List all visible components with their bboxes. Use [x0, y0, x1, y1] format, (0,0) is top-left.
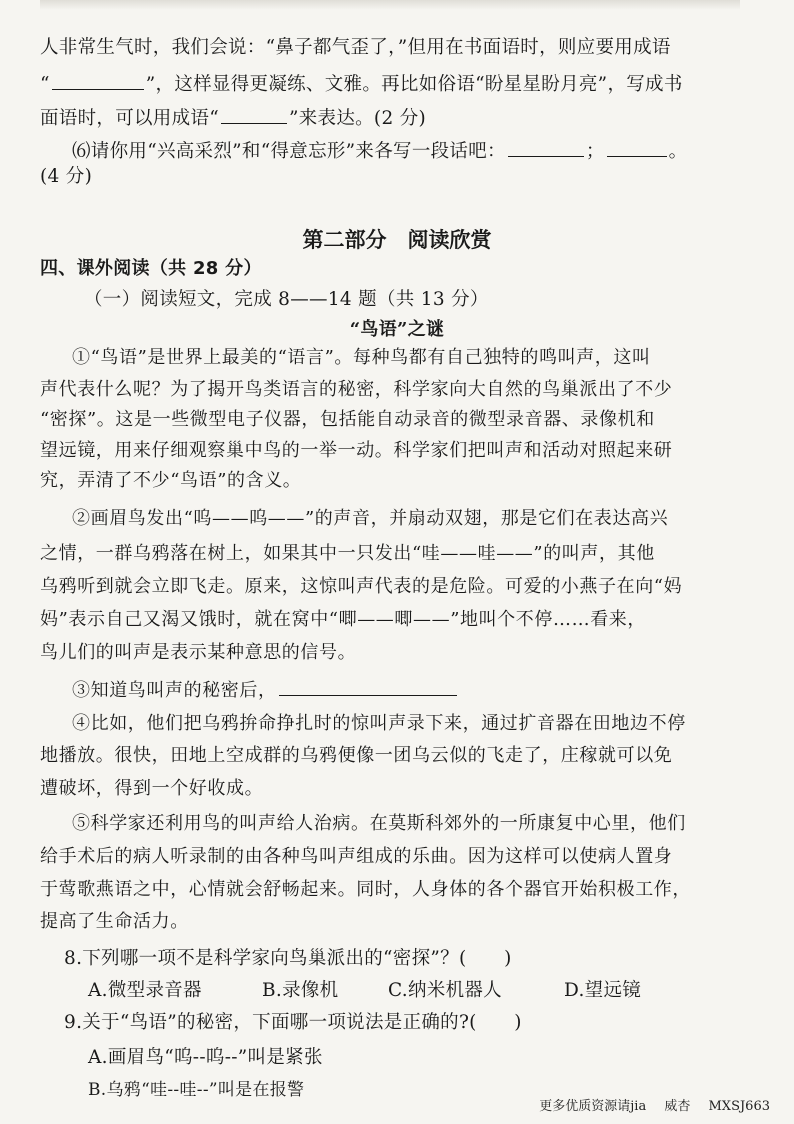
- sub1-title: （一）阅读短文，完成 8——14 题（共 13 分）: [84, 289, 489, 310]
- article-line: “密探”。这是一些微型电子仪器，包括能自动录音的微型录音器、录像机和: [40, 409, 655, 430]
- footer-code: MXSJ663: [708, 1099, 770, 1114]
- section4-title: 四、课外阅读（共 28 分）: [40, 258, 262, 279]
- q8-stem: 8.下列哪一项不是科学家向鸟巢派出的“密探”？( ): [64, 948, 512, 969]
- q8-option-a[interactable]: A.微型录音器: [88, 980, 202, 1001]
- article-line: ②画眉鸟发出“呜——呜——”的声音，并扇动双翅，那是它们在表达高兴: [72, 508, 669, 529]
- article-line: 于莺歌燕语之中，心情就会舒畅起来。同时，人身体的各个器官开始积极工作，: [40, 879, 691, 900]
- q6-line-2: (4 分): [40, 166, 93, 187]
- article-line: 乌鸦听到就会立即飞走。原来，这惊叫声代表的是危险。可爱的小燕子在向“妈: [40, 576, 683, 597]
- q7-line-2: “ ”，这样显得更凝练、文雅。再比如俗语“盼星星盼月亮”，写成书: [40, 71, 683, 97]
- article-line: ④比如，他们把乌鸦拚命挣扎时的惊叫声录下来，通过扩音器在田地边不停: [72, 713, 686, 734]
- q7-line-1: 人非常生气时，我们会说：“鼻子都气歪了，”但用在书面语时，则应要用成语: [40, 37, 671, 58]
- footer-watermark: [539, 1095, 770, 1114]
- q6-line-1: ⑹请你用“兴高采烈”和“得意忘形”来各写一段话吧： ； 。: [72, 138, 687, 164]
- q7-line-3: 面语时，可以用成语“ ”来表达。(2 分): [40, 105, 426, 131]
- answer-blank[interactable]: [508, 138, 584, 157]
- q9-option-a[interactable]: A.画眉鸟“呜--呜--”叫是紧张: [88, 1047, 323, 1068]
- q8-option-c[interactable]: C.纳米机器人: [388, 980, 502, 1001]
- article-line: ⑤科学家还利用鸟的叫声给人治病。在莫斯科郊外的一所康复中心里，他们: [72, 813, 686, 834]
- q9-stem: 9.关于“鸟语”的秘密，下面哪一项说法是正确的?( ): [64, 1012, 522, 1033]
- article-line: 鸟儿们的叫声是表示某种意思的信号。: [40, 642, 357, 663]
- scan-top-shadow: [40, 0, 740, 10]
- article-line: 提高了生命活力。: [40, 911, 189, 932]
- answer-blank[interactable]: [279, 677, 457, 696]
- article-title: “鸟语”之谜: [349, 319, 445, 340]
- q8-option-b[interactable]: B.录像机: [262, 980, 339, 1001]
- article-line: 声代表什么呢？为了揭开鸟类语言的秘密，科学家向大自然的鸟巢派出了不少: [40, 379, 673, 400]
- q8-option-d[interactable]: D.望远镜: [564, 980, 642, 1001]
- article-line: ①“鸟语”是世界上最美的“语言”。每种鸟都有自己独特的鸣叫声，这叫: [72, 347, 651, 368]
- article-line: 给手术后的病人听录制的由各种鸟叫声组成的乐曲。因为这样可以使病人置身: [40, 846, 673, 867]
- footer-text: 更多优质资源请jia: [539, 1099, 647, 1114]
- article-line: 望远镜，用来仔细观察巢中鸟的一举一动。科学家们把叫声和活动对照起来研: [40, 440, 673, 461]
- q9-option-b[interactable]: B.乌鸦“哇--哇--”叫是在报警: [88, 1080, 305, 1100]
- answer-blank[interactable]: [221, 105, 287, 124]
- article-line: 究，弄清了不少“鸟语”的含义。: [40, 470, 302, 491]
- part2-title: 第二部分 阅读欣赏: [302, 228, 492, 252]
- answer-blank[interactable]: [607, 138, 667, 157]
- article-line-blank: ③知道鸟叫声的秘密后，: [72, 677, 459, 703]
- article-line: 遭破坏，得到一个好收成。: [40, 778, 264, 799]
- article-line: 妈”表示自己又渴又饿时，就在窝中“唧——唧——”地叫个不停……看来，: [40, 609, 647, 630]
- answer-blank[interactable]: [52, 71, 144, 90]
- article-line: 地播放。很快，田地上空成群的乌鸦便像一团乌云似的飞走了，庄稼就可以免: [40, 745, 673, 766]
- article-line: 之情，一群乌鸦落在树上，如果其中一只发出“哇——哇——”的叫声，其他: [40, 543, 655, 564]
- footer-name: 威杏: [664, 1099, 691, 1114]
